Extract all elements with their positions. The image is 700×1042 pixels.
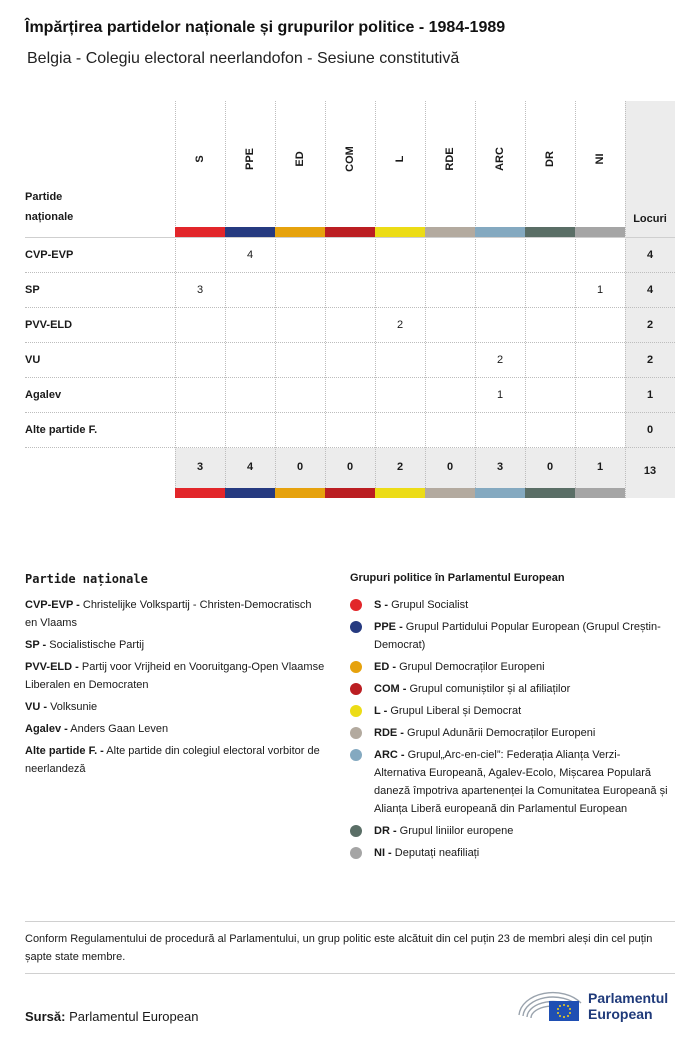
group-header-l: L bbox=[394, 155, 406, 163]
party-seats: 2 bbox=[646, 319, 654, 331]
group-column bbox=[225, 101, 226, 498]
group-header-ni: NI bbox=[594, 153, 606, 165]
party-seats: 0 bbox=[646, 424, 654, 436]
logo-text: Parlamentul European bbox=[588, 990, 669, 1022]
group-color-dot bbox=[350, 599, 362, 611]
group-total: 2 bbox=[396, 461, 404, 473]
party-legend-item: CVP-EVP - Christelijke Volkspartij - Christen-Democratisch en Vlaams bbox=[25, 599, 312, 629]
divider bbox=[25, 921, 675, 922]
group-header-rde: RDE bbox=[444, 147, 456, 171]
page-title: Împărțirea partidelor naționale și grupurilor politice - 1984-1989 bbox=[25, 19, 506, 36]
group-header-ppe: PPE bbox=[244, 148, 256, 171]
group-total: 0 bbox=[446, 461, 454, 473]
party-legend-item: Agalev - Anders Gaan Leven bbox=[25, 723, 169, 735]
groups-legend bbox=[350, 572, 670, 866]
row-divider bbox=[25, 272, 675, 273]
source-label: Sursă: bbox=[25, 1009, 66, 1024]
group-column bbox=[525, 101, 526, 498]
group-color-bar bbox=[225, 488, 275, 498]
row-header: Partide naționale bbox=[25, 191, 74, 223]
group-color-dot bbox=[350, 825, 362, 837]
group-color-dot bbox=[350, 749, 362, 761]
group-total: 4 bbox=[246, 461, 254, 473]
seat-count-cell: 3 bbox=[196, 284, 204, 296]
group-legend-item: DR - Grupul liniilor europene bbox=[350, 822, 670, 840]
group-color-dot bbox=[350, 661, 362, 673]
group-legend-item: COM - Grupul comuniștilor și al afiliaților bbox=[350, 680, 670, 698]
group-total: 3 bbox=[196, 461, 204, 473]
party-seats: 1 bbox=[646, 389, 654, 401]
group-total: 0 bbox=[346, 461, 354, 473]
row-divider bbox=[25, 447, 675, 448]
row-divider bbox=[25, 342, 675, 343]
group-column bbox=[175, 101, 176, 498]
group-color-bar bbox=[425, 227, 475, 237]
group-color-bar bbox=[225, 227, 275, 237]
party-legend-item: Alte partide F. - Alte partide din colegiul electoral vorbitor de neerlandeză bbox=[25, 745, 320, 775]
group-color-bar bbox=[575, 488, 625, 498]
group-color-bar bbox=[325, 488, 375, 498]
group-color-bar bbox=[175, 488, 225, 498]
party-legend-item: PVV-ELD - Partij voor Vrijheid en Vooruitgang-Open Vlaamse Liberalen en Democraten bbox=[25, 661, 325, 691]
group-legend-item: RDE - Grupul Adunării Democraților Europeni bbox=[350, 724, 670, 742]
group-header-ed: ED bbox=[294, 151, 306, 167]
seats-column bbox=[625, 101, 675, 498]
group-color-bar bbox=[575, 227, 625, 237]
party-name: CVP-EVP bbox=[25, 249, 74, 261]
party-name: Alte partide F. bbox=[25, 424, 98, 436]
group-header-dr: DR bbox=[544, 151, 556, 167]
party-legend-item: VU - Volksunie bbox=[25, 701, 98, 713]
party-name: Agalev bbox=[25, 389, 62, 401]
party-seats: 2 bbox=[646, 354, 654, 366]
group-legend-item: S - Grupul Socialist bbox=[350, 596, 670, 614]
group-column bbox=[325, 101, 326, 498]
group-total: 1 bbox=[596, 461, 604, 473]
row-divider bbox=[25, 237, 675, 238]
group-column bbox=[425, 101, 426, 498]
parties-legend-heading: Partide naționale bbox=[25, 572, 148, 586]
group-column bbox=[475, 101, 476, 498]
group-color-bar bbox=[475, 227, 525, 237]
group-header-arc: ARC bbox=[494, 147, 506, 171]
row-divider bbox=[25, 412, 675, 413]
group-legend-item: PPE - Grupul Partidului Popular European (Grupul Creștin-Democrat) bbox=[350, 618, 670, 654]
group-legend-item: ARC - Grupul„Arc-en-ciel”: Federația Alianța Verzi-Alternativa Europeană, Agalev-Ecolo, Mișcarea Populară daneză împotriva apartenenței la Comunitatea Europeană și Alianța Liberă europeană din Parlamentul European bbox=[350, 746, 670, 818]
group-legend-item: L - Grupul Liberal și Democrat bbox=[350, 702, 670, 720]
seats-header: Locuri bbox=[633, 213, 667, 225]
group-column bbox=[625, 101, 626, 498]
group-header-s: S bbox=[194, 155, 206, 163]
group-color-dot bbox=[350, 705, 362, 717]
seat-count-cell: 1 bbox=[496, 389, 504, 401]
parties-legend bbox=[25, 572, 325, 782]
row-divider bbox=[25, 377, 675, 378]
group-color-dot bbox=[350, 847, 362, 859]
grand-total: 13 bbox=[643, 465, 657, 477]
group-color-bar bbox=[375, 488, 425, 498]
party-name: VU bbox=[25, 354, 41, 366]
group-total: 0 bbox=[296, 461, 304, 473]
group-color-bar bbox=[475, 488, 525, 498]
page-subtitle: Belgia - Colegiu electoral neerlandofon - Sesiune constitutivă bbox=[27, 50, 460, 67]
group-color-dot bbox=[350, 621, 362, 633]
seat-count-cell: 4 bbox=[246, 249, 254, 261]
group-color-bar bbox=[375, 227, 425, 237]
group-column bbox=[575, 101, 576, 498]
group-header-com: COM bbox=[344, 146, 356, 172]
group-color-bar bbox=[275, 488, 325, 498]
group-total: 0 bbox=[546, 461, 554, 473]
group-color-dot bbox=[350, 683, 362, 695]
seat-count-cell: 2 bbox=[396, 319, 404, 331]
source bbox=[25, 1009, 198, 1024]
group-color-bar bbox=[525, 488, 575, 498]
group-color-bar bbox=[425, 488, 475, 498]
groups-legend-heading: Grupuri politice în Parlamentul European bbox=[350, 572, 565, 584]
group-color-dot bbox=[350, 727, 362, 739]
group-color-bar bbox=[275, 227, 325, 237]
group-column bbox=[275, 101, 276, 498]
group-color-bar bbox=[525, 227, 575, 237]
seat-count-cell: 2 bbox=[496, 354, 504, 366]
party-seats: 4 bbox=[646, 249, 654, 261]
group-legend-item: ED - Grupul Democraților Europeni bbox=[350, 658, 670, 676]
party-seats: 4 bbox=[646, 284, 654, 296]
group-legend-item: NI - Deputați neafiliați bbox=[350, 844, 670, 862]
row-divider bbox=[25, 307, 675, 308]
party-name: PVV-ELD bbox=[25, 319, 73, 331]
footnote: Conform Regulamentului de procedură al Parlamentului, un grup politic este alcătuit din cel puțin 23 de membri aleși din cel puțin șapte state membre. bbox=[25, 933, 653, 963]
group-color-bar bbox=[175, 227, 225, 237]
party-legend-item: SP - Socialistische Partij bbox=[25, 639, 145, 651]
seat-count-cell: 1 bbox=[596, 284, 604, 296]
party-name: SP bbox=[25, 284, 40, 296]
group-column bbox=[375, 101, 376, 498]
distribution-table bbox=[25, 101, 675, 498]
group-color-bar bbox=[325, 227, 375, 237]
source-value: Parlamentul European bbox=[69, 1009, 199, 1024]
divider bbox=[25, 973, 675, 974]
group-total: 3 bbox=[496, 461, 504, 473]
